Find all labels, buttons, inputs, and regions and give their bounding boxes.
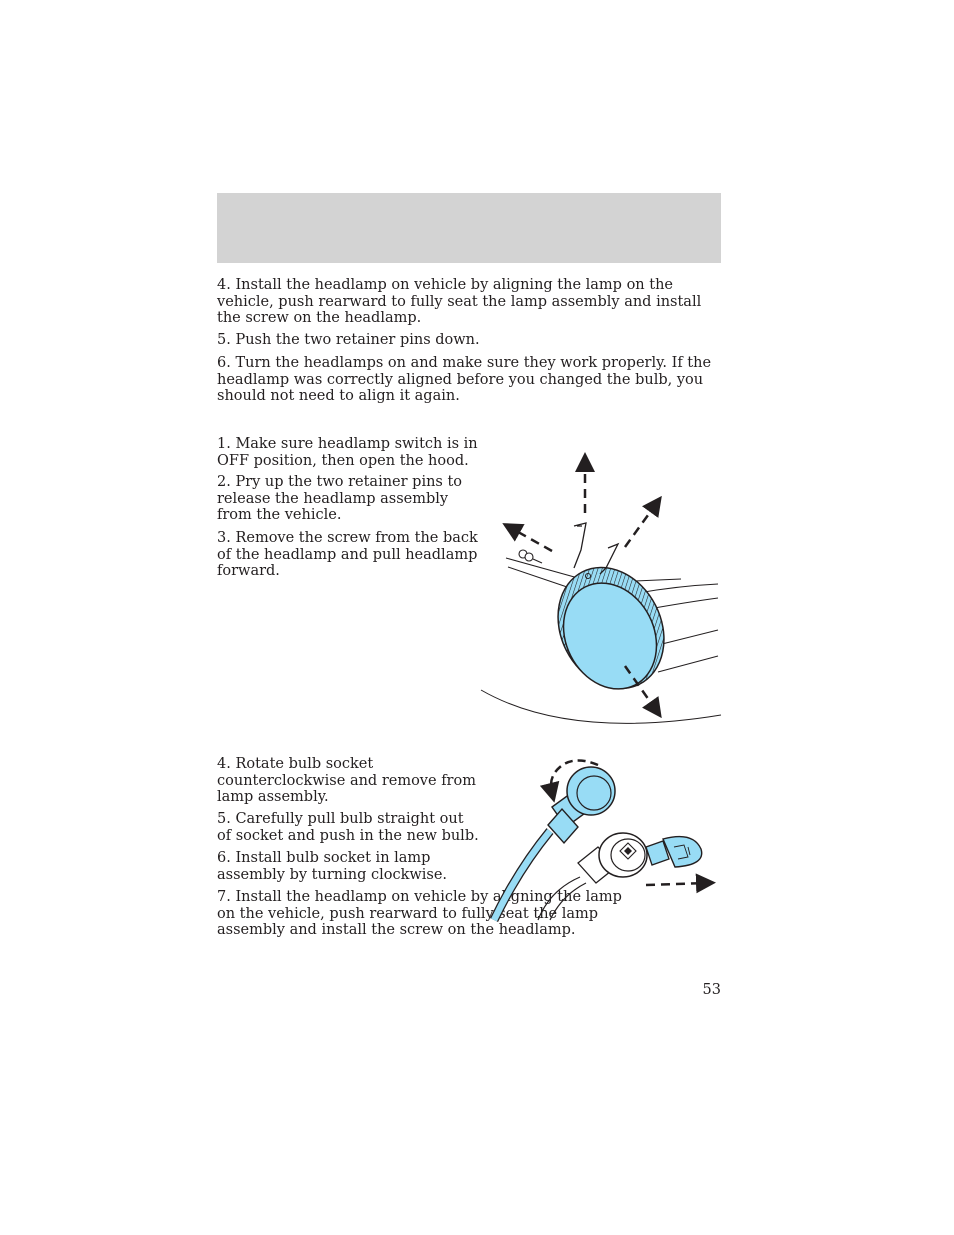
step-rotate-socket: 4. Rotate bulb socket counterclockwise and remove from lamp assembly.: [217, 756, 476, 806]
step-remove-screw: 3. Remove the screw from the back of the headlamp and pull headlamp forward.: [217, 530, 478, 580]
step-switch-off: 1. Make sure headlamp switch is in OFF position, then open the hood.: [217, 436, 478, 469]
page-number: 53: [702, 982, 721, 998]
bulb-socket-illustration: [488, 755, 723, 930]
headlamp-removal-illustration: [478, 440, 728, 740]
step-push-pins: 5. Push the two retainer pins down.: [217, 332, 480, 348]
section-header-band: [217, 193, 721, 263]
step-install-socket: 6. Install bulb socket in lamp assembly by turning clockwise.: [217, 850, 448, 883]
step-install-headlamp: 4. Install the headlamp on vehicle by aligning the lamp on the vehicle, push rearward to fully seat the lamp assembly and install the screw on the headlamp.: [217, 277, 702, 327]
step-replace-bulb: 5. Carefully pull bulb straight out of socket and push in the new bulb.: [217, 811, 479, 844]
step-check-headlamps: 6. Turn the headlamps on and make sure they work properly. If the headlamp was correctly aligned before you changed the bulb, you should not need to align it again.: [217, 355, 712, 405]
step-reinstall-headlamp: 7. Install the headlamp on vehicle by aligning the lamp on the vehicle, push rearward to fully seat the lamp assembly and install the screw on the headlamp.: [217, 889, 622, 939]
step-pry-pins: 2. Pry up the two retainer pins to release the headlamp assembly from the vehicle.: [217, 474, 463, 524]
